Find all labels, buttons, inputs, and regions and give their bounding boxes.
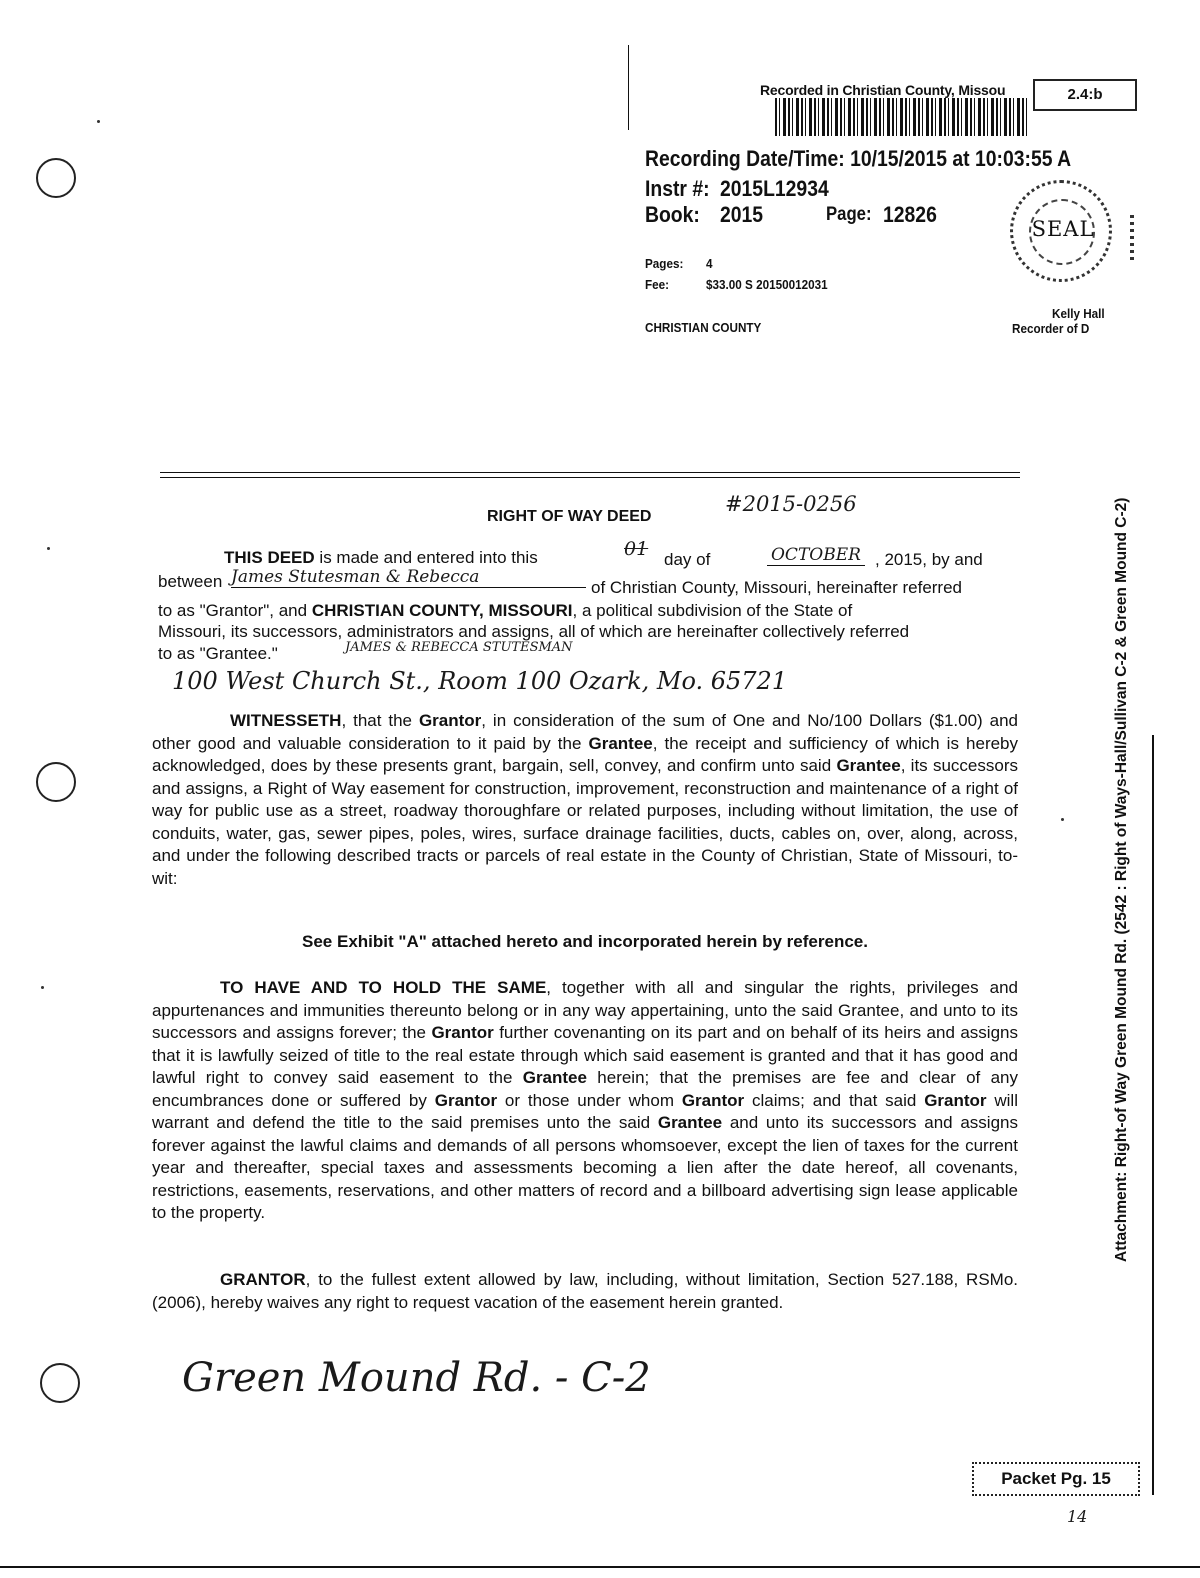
year-text: , 2015, by and <box>875 550 983 569</box>
line5: to as "Grantee." <box>158 644 278 663</box>
header-rule-bottom <box>160 477 1020 478</box>
day-of-label: day of <box>664 550 711 569</box>
habendum-grantor-2: Grantor <box>434 1090 498 1110</box>
waiver-paragraph <box>152 1269 1018 1314</box>
instr-label: Instr #: <box>645 176 710 201</box>
deed-intro-line <box>224 548 538 568</box>
month-handwritten: OCTOBER <box>767 545 865 566</box>
habendum-grantor-4: Grantor <box>924 1090 987 1110</box>
deed-title: RIGHT OF WAY DEED <box>487 508 652 525</box>
deed-number-handwritten: #2015-0256 <box>725 492 857 516</box>
grantor-handwritten: James Stutesman & Rebecca <box>231 567 586 588</box>
scan-speck <box>41 986 44 989</box>
witness-grantor: Grantor <box>418 711 482 730</box>
exhibit-reference: See Exhibit "A" attached hereto and incorporated herein by reference. <box>302 932 868 951</box>
stamp-code-box: 2.4:b <box>1033 79 1137 111</box>
witness-a: , that the <box>341 711 419 730</box>
line4: Missouri, its successors, administrators and assigns, all of which are hereinafter collectively referred <box>158 622 910 641</box>
line3-text: to as "Grantor", and <box>158 601 308 620</box>
address-handwritten: 100 West Church St., Room 100 Ozark, Mo. 65721 <box>172 667 788 695</box>
scan-speck <box>47 547 50 550</box>
handwritten-road-note: Green Mound Rd. - C-2 <box>182 1355 651 1401</box>
attachment-sidebar-text: Attachment: Right-of Way Green Mound Rd. (2542 : Right of Ways-Hall/Sullivan C-2 & Green Mound C-2) <box>1113 497 1130 1262</box>
right-margin-line <box>1152 735 1154 1495</box>
line3-rest: , a political subdivision of the State of <box>572 601 853 620</box>
witness-grantee-2: Grantee <box>836 756 901 775</box>
recorder-seal <box>1010 180 1112 282</box>
recorded-header: Recorded in Christian County, Missou <box>760 82 1006 98</box>
instr-value: 2015L12934 <box>720 176 829 201</box>
scan-speck <box>97 120 100 123</box>
habendum-b: further covenanting on its part and on behalf of its heirs and assigns that it is lawfully seized of title to the real estate through which said easement is granted and that it has good and lawful right to convey said easement to the <box>152 1023 1018 1087</box>
witnesseth-paragraph <box>152 710 1018 890</box>
recorder-title: Recorder of D <box>1012 321 1090 336</box>
christian-county-name: CHRISTIAN COUNTY, MISSOURI <box>311 601 573 620</box>
line3 <box>158 601 852 621</box>
barcode <box>775 98 1030 136</box>
witnesseth-label: WITNESSETH <box>230 711 342 730</box>
pages-value: 4 <box>706 256 713 271</box>
grantor-names-print: JAMES & REBECCA STUTESMAN <box>345 640 573 655</box>
page-scrawl: 14 <box>1067 1507 1088 1526</box>
waiver-text: , to the fullest extent allowed by law, including, without limitation, Section 527.188, RSMo. (2006), hereby waives any right to request vacation of the easement herein granted. <box>152 1270 1018 1312</box>
packet-page-box: Packet Pg. 15 <box>972 1462 1140 1496</box>
habendum-a: , together with all and singular the rights, privileges and appurtenances and immunities thereunto belong or in any way appertaining, unto the said Grantee, and unto to its successors and assigns forever; the <box>152 978 1018 1042</box>
book-label: Book: <box>645 202 700 227</box>
witness-grantee: Grantee <box>588 733 653 753</box>
habendum-paragraph <box>152 977 1018 1225</box>
recording-date-time: Recording Date/Time: 10/15/2015 at 10:03:55 A <box>645 146 1072 171</box>
punch-hole-middle <box>36 762 76 802</box>
intro-text: is made and entered into this <box>314 548 538 567</box>
this-deed-label: THIS DEED <box>224 548 315 567</box>
witness-c: , the receipt and sufficiency of which is hereby acknowledged, does by these presents grant, bargain, sell, convey, and confirm unto said <box>152 733 1019 775</box>
habendum-e: claims; and that said <box>744 1090 925 1110</box>
between-label: between <box>158 572 223 591</box>
seal-text: SEAL <box>1031 217 1095 241</box>
line2-rest: of Christian County, Missouri, hereinafter referred <box>591 578 963 597</box>
witness-d: , its successors and assigns, a Right of Way easement for construction, improvement, reconstruction and maintenance of a right of way for public use as a street, roadway thoroughfare or related purposes, including without limitation, the use of conduits, water, gas, sewer pipes, poles, wires, surface drainage facilities, ducts, cables on, over, along, across, and under the following described tracts or parcels of real estate in the County of Christian, State of Missouri, to-wit: <box>152 756 1018 888</box>
witness-b: , in consideration of the sum of One and No/100 Dollars ($1.00) and other good and valuable consideration to it paid by the <box>152 711 1018 753</box>
habendum-d: or those under whom <box>497 1090 682 1110</box>
day-handwritten: 01 <box>624 538 649 560</box>
habendum-g: and unto its successors and assigns forever against the lawful claims and demands of all persons whomsoever, except the lien of taxes for the current year and thereafter, special taxes and assessments becoming a lien after the date hereof, all covenants, restrictions, easements, reservations, and other matters of record and a billboard advertising sign lease applicable to the property. <box>152 1113 1018 1222</box>
habendum-grantor: Grantor <box>431 1023 494 1042</box>
waiver-label: GRANTOR <box>220 1270 306 1289</box>
county-label: CHRISTIAN COUNTY <box>645 320 762 335</box>
punch-hole-bottom <box>40 1363 80 1403</box>
habendum-f: will warrant and defend the title to the said premises unto the said <box>152 1090 1018 1132</box>
margin-dashes <box>1130 215 1134 260</box>
habendum-grantor-3: Grantor <box>681 1090 745 1110</box>
fee-value: $33.00 S 20150012031 <box>706 277 828 292</box>
book-value: 2015 <box>720 202 764 227</box>
pages-label: Pages: <box>645 256 684 271</box>
bottom-scan-edge <box>0 1566 1200 1568</box>
scan-speck <box>1061 818 1064 821</box>
header-rule-top <box>160 472 1020 473</box>
scan-edge-line <box>628 45 629 130</box>
habendum-label: TO HAVE AND TO HOLD THE SAME <box>220 978 547 997</box>
habendum-c: herein; that the premises are fee and clear of any encumbrances done or suffered by <box>152 1068 1018 1110</box>
page-label: Page: <box>826 204 872 225</box>
recorder-name: Kelly Hall <box>1052 306 1105 321</box>
punch-hole-top <box>36 158 76 198</box>
page-value: 12826 <box>883 202 937 227</box>
fee-label: Fee: <box>645 277 670 292</box>
habendum-grantee-2: Grantee <box>657 1113 723 1132</box>
habendum-grantee: Grantee <box>522 1068 587 1087</box>
